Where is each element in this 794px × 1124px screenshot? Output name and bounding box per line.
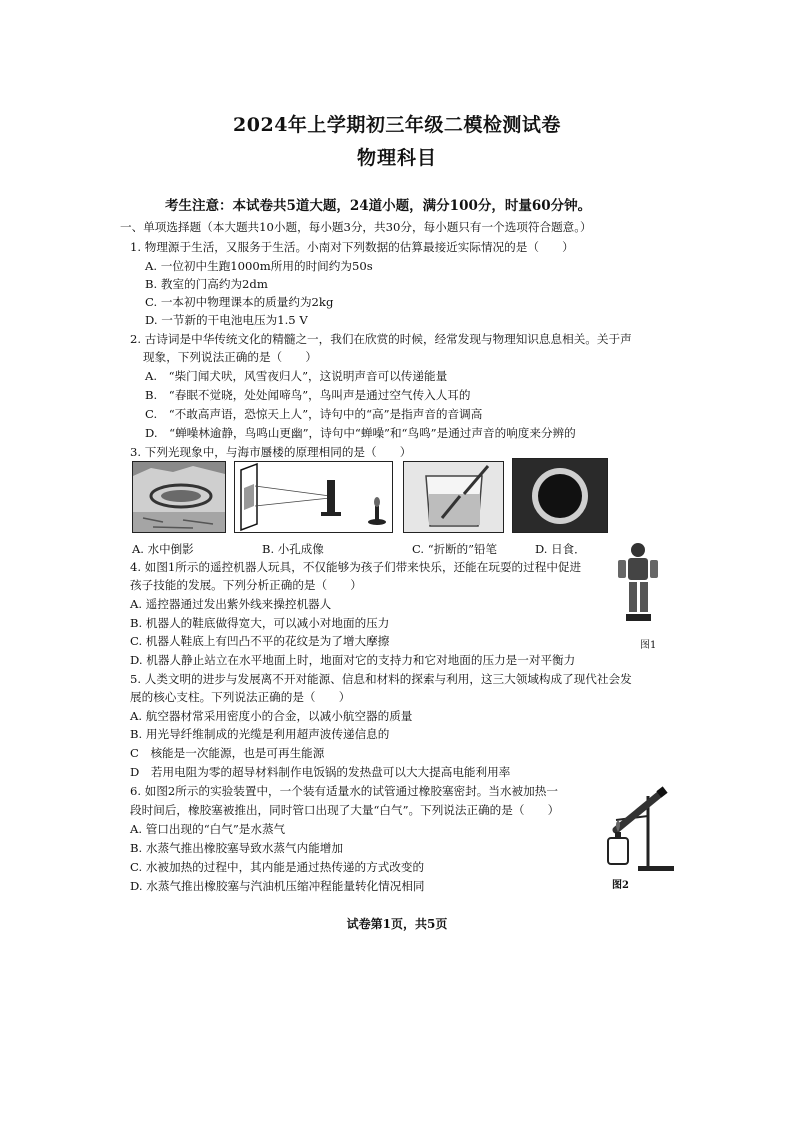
figure-test-tube-apparatus bbox=[598, 786, 676, 872]
q2-option-a: A. “柴门闻犬吠，风雪夜归人”，这说明声音可以传递能量 bbox=[145, 369, 448, 383]
figure2-label: 图2 bbox=[612, 880, 629, 891]
q5-option-b: B. 用光导纤维制成的光缆是利用超声波传递信息的 bbox=[130, 727, 390, 741]
q2-option-d: D. “蝉噪林逾静，鸟鸣山更幽”，诗句中“蝉噪”和“鸟鸣”是通过声音的响度来分辨的 bbox=[145, 426, 576, 440]
figure-pinhole-camera bbox=[234, 461, 393, 533]
q6-option-d: D. 水蒸气推出橡胶塞与汽油机压缩冲程能量转化情况相同 bbox=[130, 879, 425, 893]
q2-option-b: B. “春眠不觉晓，处处闻啼鸟”，鸟叫声是通过空气传入人耳的 bbox=[145, 388, 471, 402]
q5-option-c: C 核能是一次能源，也是可再生能源 bbox=[130, 746, 325, 760]
q6-stem-line2: 段时间后，橡胶塞被推出，同时管口出现了大量“白气”。下列说法正确的是（ ） bbox=[130, 803, 560, 817]
figure-solar-eclipse bbox=[512, 458, 608, 533]
exam-notice: 考生注意：本试卷共5道大题，24道小题，满分100分，时量60分钟。 bbox=[165, 198, 592, 214]
q4-option-c: C. 机器人鞋底上有凹凸不平的花纹是为了增大摩擦 bbox=[130, 634, 390, 648]
q6-option-a: A. 管口出现的“白气”是水蒸气 bbox=[130, 822, 286, 836]
q5-option-d: D 若用电阻为零的超导材料制作电饭锅的发热盘可以大大提高电能利用率 bbox=[130, 765, 511, 779]
q2-stem-line2: 现象，下列说法正确的是（ ） bbox=[143, 350, 317, 364]
figure-robot bbox=[610, 540, 666, 630]
q5-option-a: A. 航空器材常采用密度小的合金，以减小航空器的质量 bbox=[130, 709, 413, 723]
q3-caption-a: A. 水中倒影 bbox=[132, 542, 194, 556]
q3-caption-d: D. 日食． bbox=[535, 542, 586, 556]
q6-stem-line1: 6. 如图2所示的实验装置中，一个装有适量水的试管通过橡胶塞密封。当水被加热一 bbox=[130, 784, 558, 798]
figure1-label: 图1 bbox=[640, 640, 657, 651]
q3-caption-c: C. “折断的”铅笔 bbox=[412, 542, 497, 556]
q6-option-c: C. 水被加热的过程中，其内能是通过热传递的方式改变的 bbox=[130, 860, 425, 874]
q4-option-b: B. 机器人的鞋底做得宽大，可以减小对地面的压力 bbox=[130, 616, 390, 630]
q1-option-b: B. 教室的门高约为2dm bbox=[145, 277, 268, 291]
figure-water-reflection bbox=[132, 461, 226, 533]
q4-option-d: D. 机器人静止站立在水平地面上时，地面对它的支持力和它对地面的压力是一对平衡力 bbox=[130, 653, 576, 667]
figure-bent-pencil bbox=[403, 461, 504, 533]
q3-caption-b: B. 小孔成像 bbox=[262, 542, 324, 556]
q1-option-a: A. 一位初中生跑1000m所用的时间约为50s bbox=[145, 259, 373, 273]
q4-option-a: A. 遥控器通过发出紫外线来操控机器人 bbox=[130, 597, 332, 611]
q4-stem-line1: 4. 如图1所示的遥控机器人玩具，不仅能够为孩子们带来快乐，还能在玩耍的过程中促进 bbox=[130, 560, 582, 574]
exam-subject: 物理科目 bbox=[356, 147, 437, 169]
q2-option-c: C. “不敢高声语，恐惊天上人”，诗句中的“高”是指声音的音调高 bbox=[145, 407, 483, 421]
exam-title: 2024年上学期初三年级二模检测试卷 bbox=[233, 114, 561, 136]
page-footer: 试卷第1页，共5页 bbox=[346, 917, 448, 931]
q1-option-c: C. 一本初中物理课本的质量约为2kg bbox=[145, 295, 334, 309]
q1-stem: 1. 物理源于生活，又服务于生活。小南对下列数据的估算最接近实际情况的是（ ） bbox=[130, 240, 574, 254]
q6-option-b: B. 水蒸气推出橡胶塞导致水蒸气内能增加 bbox=[130, 841, 343, 855]
q3-stem: 3. 下列光现象中，与海市蜃楼的原理相同的是（ ） bbox=[130, 445, 412, 459]
q1-option-d: D. 一节新的干电池电压为1.5 V bbox=[145, 313, 308, 327]
q4-stem-line2: 孩子技能的发展。下列分析正确的是（ ） bbox=[130, 578, 362, 592]
section1-heading: 一、单项选择题（本大题共10小题，每小题3分，共30分，每小题只有一个选项符合题意。） bbox=[120, 220, 592, 234]
q2-stem-line1: 2. 古诗词是中华传统文化的精髓之一，我们在欣赏的时候，经常发现与物理知识息息相关。关于声 bbox=[130, 332, 632, 346]
q5-stem-line1: 5. 人类文明的进步与发展离不开对能源、信息和材料的探索与利用，这三大领域构成了现代社会发 bbox=[130, 672, 632, 686]
q5-stem-line2: 展的核心支柱。下列说法正确的是（ ） bbox=[130, 690, 351, 704]
